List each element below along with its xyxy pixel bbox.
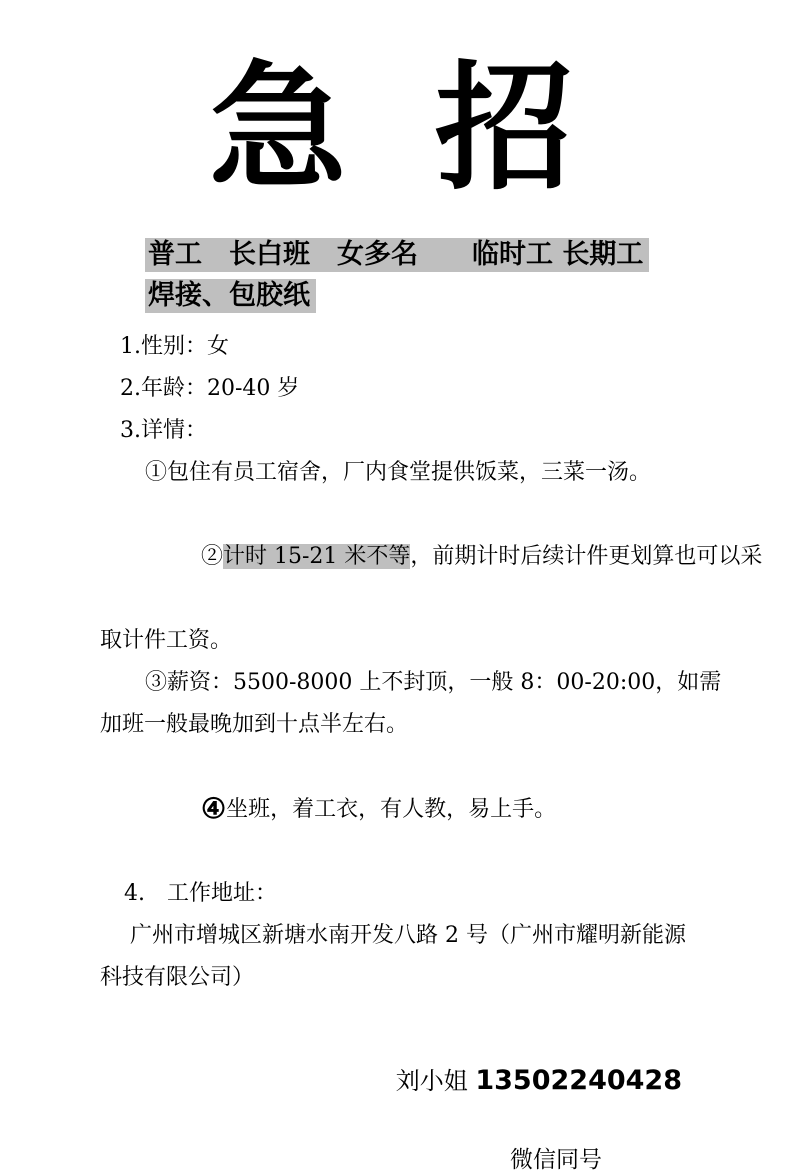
contact-name: 刘小姐	[395, 1067, 468, 1095]
address-heading: 4. 工作地址：	[124, 881, 277, 906]
banner-positions-line: 普工 长白班 女多名 临时工 长期工	[145, 238, 649, 272]
detail-salary-line: ③薪资：5500-8000 上不封顶，一般 8：00-20:00，如需	[145, 670, 722, 695]
circle-4-marker: ④	[200, 792, 227, 825]
address-line-1: 广州市增城区新塘水南开发八路 2 号（广州市耀明新能源	[130, 923, 686, 948]
wechat-note: 微信同号	[510, 1147, 602, 1173]
age-line: 2.年龄：20-40 岁	[120, 376, 300, 401]
detail-housing-line: ①包住有员工宿舍，厂内食堂提供饭菜，三菜一汤。	[145, 460, 652, 485]
banner-tasks-line: 焊接、包胶纸	[145, 279, 316, 313]
pay-rate-highlight: 计时 15-21 米不等	[222, 544, 411, 569]
job-details	[100, 326, 763, 999]
detail-pay-line	[100, 494, 763, 620]
address-line-2: 科技有限公司）	[100, 965, 255, 990]
detail-salary-wrap-line: 加班一般最晚加到十点半左右。	[100, 712, 409, 737]
detail-seated-text: 坐班，着工衣，有人教，易上手。	[226, 797, 557, 822]
detail-pay-rest: ，前期计时后续计件更划算也可以采	[410, 544, 763, 569]
page-title: 急 招	[208, 46, 574, 209]
contact-phone: 13502240428	[475, 1065, 682, 1096]
contact-line	[100, 1027, 682, 1135]
detail-seated-line	[100, 746, 682, 873]
gender-line: 1.性别：女	[120, 334, 229, 359]
circle-2-marker: ②	[200, 544, 223, 569]
detail-pay-wrap-line: 取计件工资。	[100, 628, 233, 653]
details-heading: 3.详情：	[120, 418, 207, 443]
job-banner	[145, 238, 682, 313]
